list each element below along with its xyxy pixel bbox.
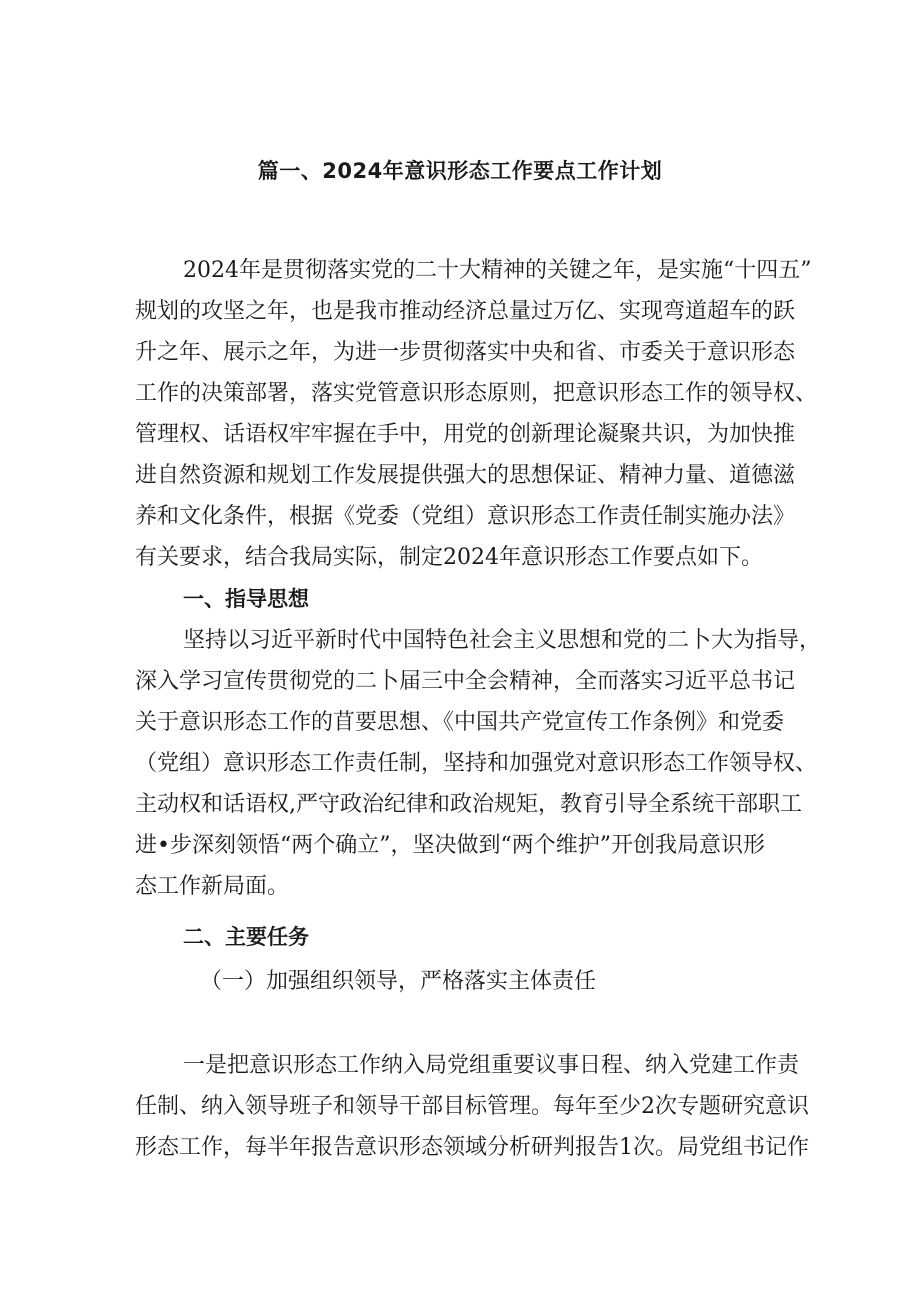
intro-line: 养和文化条件，根据《党委（党组）意识形态工作责任制实施办法》 xyxy=(135,504,796,529)
section1-line: （党组）意识形态工作责任制，坚持和加强党对意识形态工作领导权、 xyxy=(135,751,818,776)
subsection-heading: （一）加强组织领导，严格落实主体责任 xyxy=(200,969,597,994)
intro-line: 进自然资源和规划工作发展提供强大的思想保证、精神力量、道德滋 xyxy=(135,463,796,488)
intro-line: 规划的攻坚之年，也是我市推动经济总量过万亿、实现弯道超车的跃 xyxy=(135,299,796,324)
section1-line: 进•步深刻领悟“两个确立”，坚决做到“两个维护”开创我局意识形 xyxy=(135,833,765,858)
intro-line: 升之年、展示之年，为进一步贯彻落实中央和省、市委关于意识形态 xyxy=(135,340,796,365)
section-heading-main-tasks: 二、主要任务 xyxy=(183,925,309,949)
intro-line: 有关要求，结合我局实际，制定2024年意识形态工作要点如下。 xyxy=(135,545,763,570)
intro-line: 2024年是贯彻落实党的二十大精神的关键之年，是实施“十四五” xyxy=(183,258,812,283)
intro-line: 管理权、话语权牢牢握在手中，用党的创新理论凝聚共识，为加快推 xyxy=(135,422,796,447)
section1-line: 深入学习宣传贯彻党的二卜届三中全会精神，全而落实习近平总书记 xyxy=(135,669,796,694)
section-heading-guiding-thought: 一、指导思想 xyxy=(183,587,309,611)
subsection1-line: 形态工作，每半年报告意识形态领域分析研判报告1次。局党组书记作 xyxy=(135,1135,809,1160)
document-title: 篇一、2024年意识形态工作要点工作计划 xyxy=(257,159,663,183)
subsection1-line: 任制、纳入领导班子和领导干部目标管理。每年至少2次专题研究意识 xyxy=(135,1094,809,1119)
section1-line: 态工作新局面。 xyxy=(135,874,290,899)
section1-line: 关于意识形态工作的苜要思想、《中国共产党宣传工作条例》和党委 xyxy=(135,710,785,735)
section1-line: 坚持以习近平新时代中国特色社会主义思想和党的二卜大为指导， xyxy=(183,628,822,653)
subsection1-line: 一是把意识形态工作纳入局党组重要议事日程、纳入党建工作责 xyxy=(183,1053,800,1078)
section1-line: 主动权和话语权,严守政治纪律和政治规矩，教育引导全系统干部职工 xyxy=(135,792,802,817)
intro-line: 工作的决策部署，落实党管意识形态原则，把意识形态工作的领导权、 xyxy=(135,381,818,406)
